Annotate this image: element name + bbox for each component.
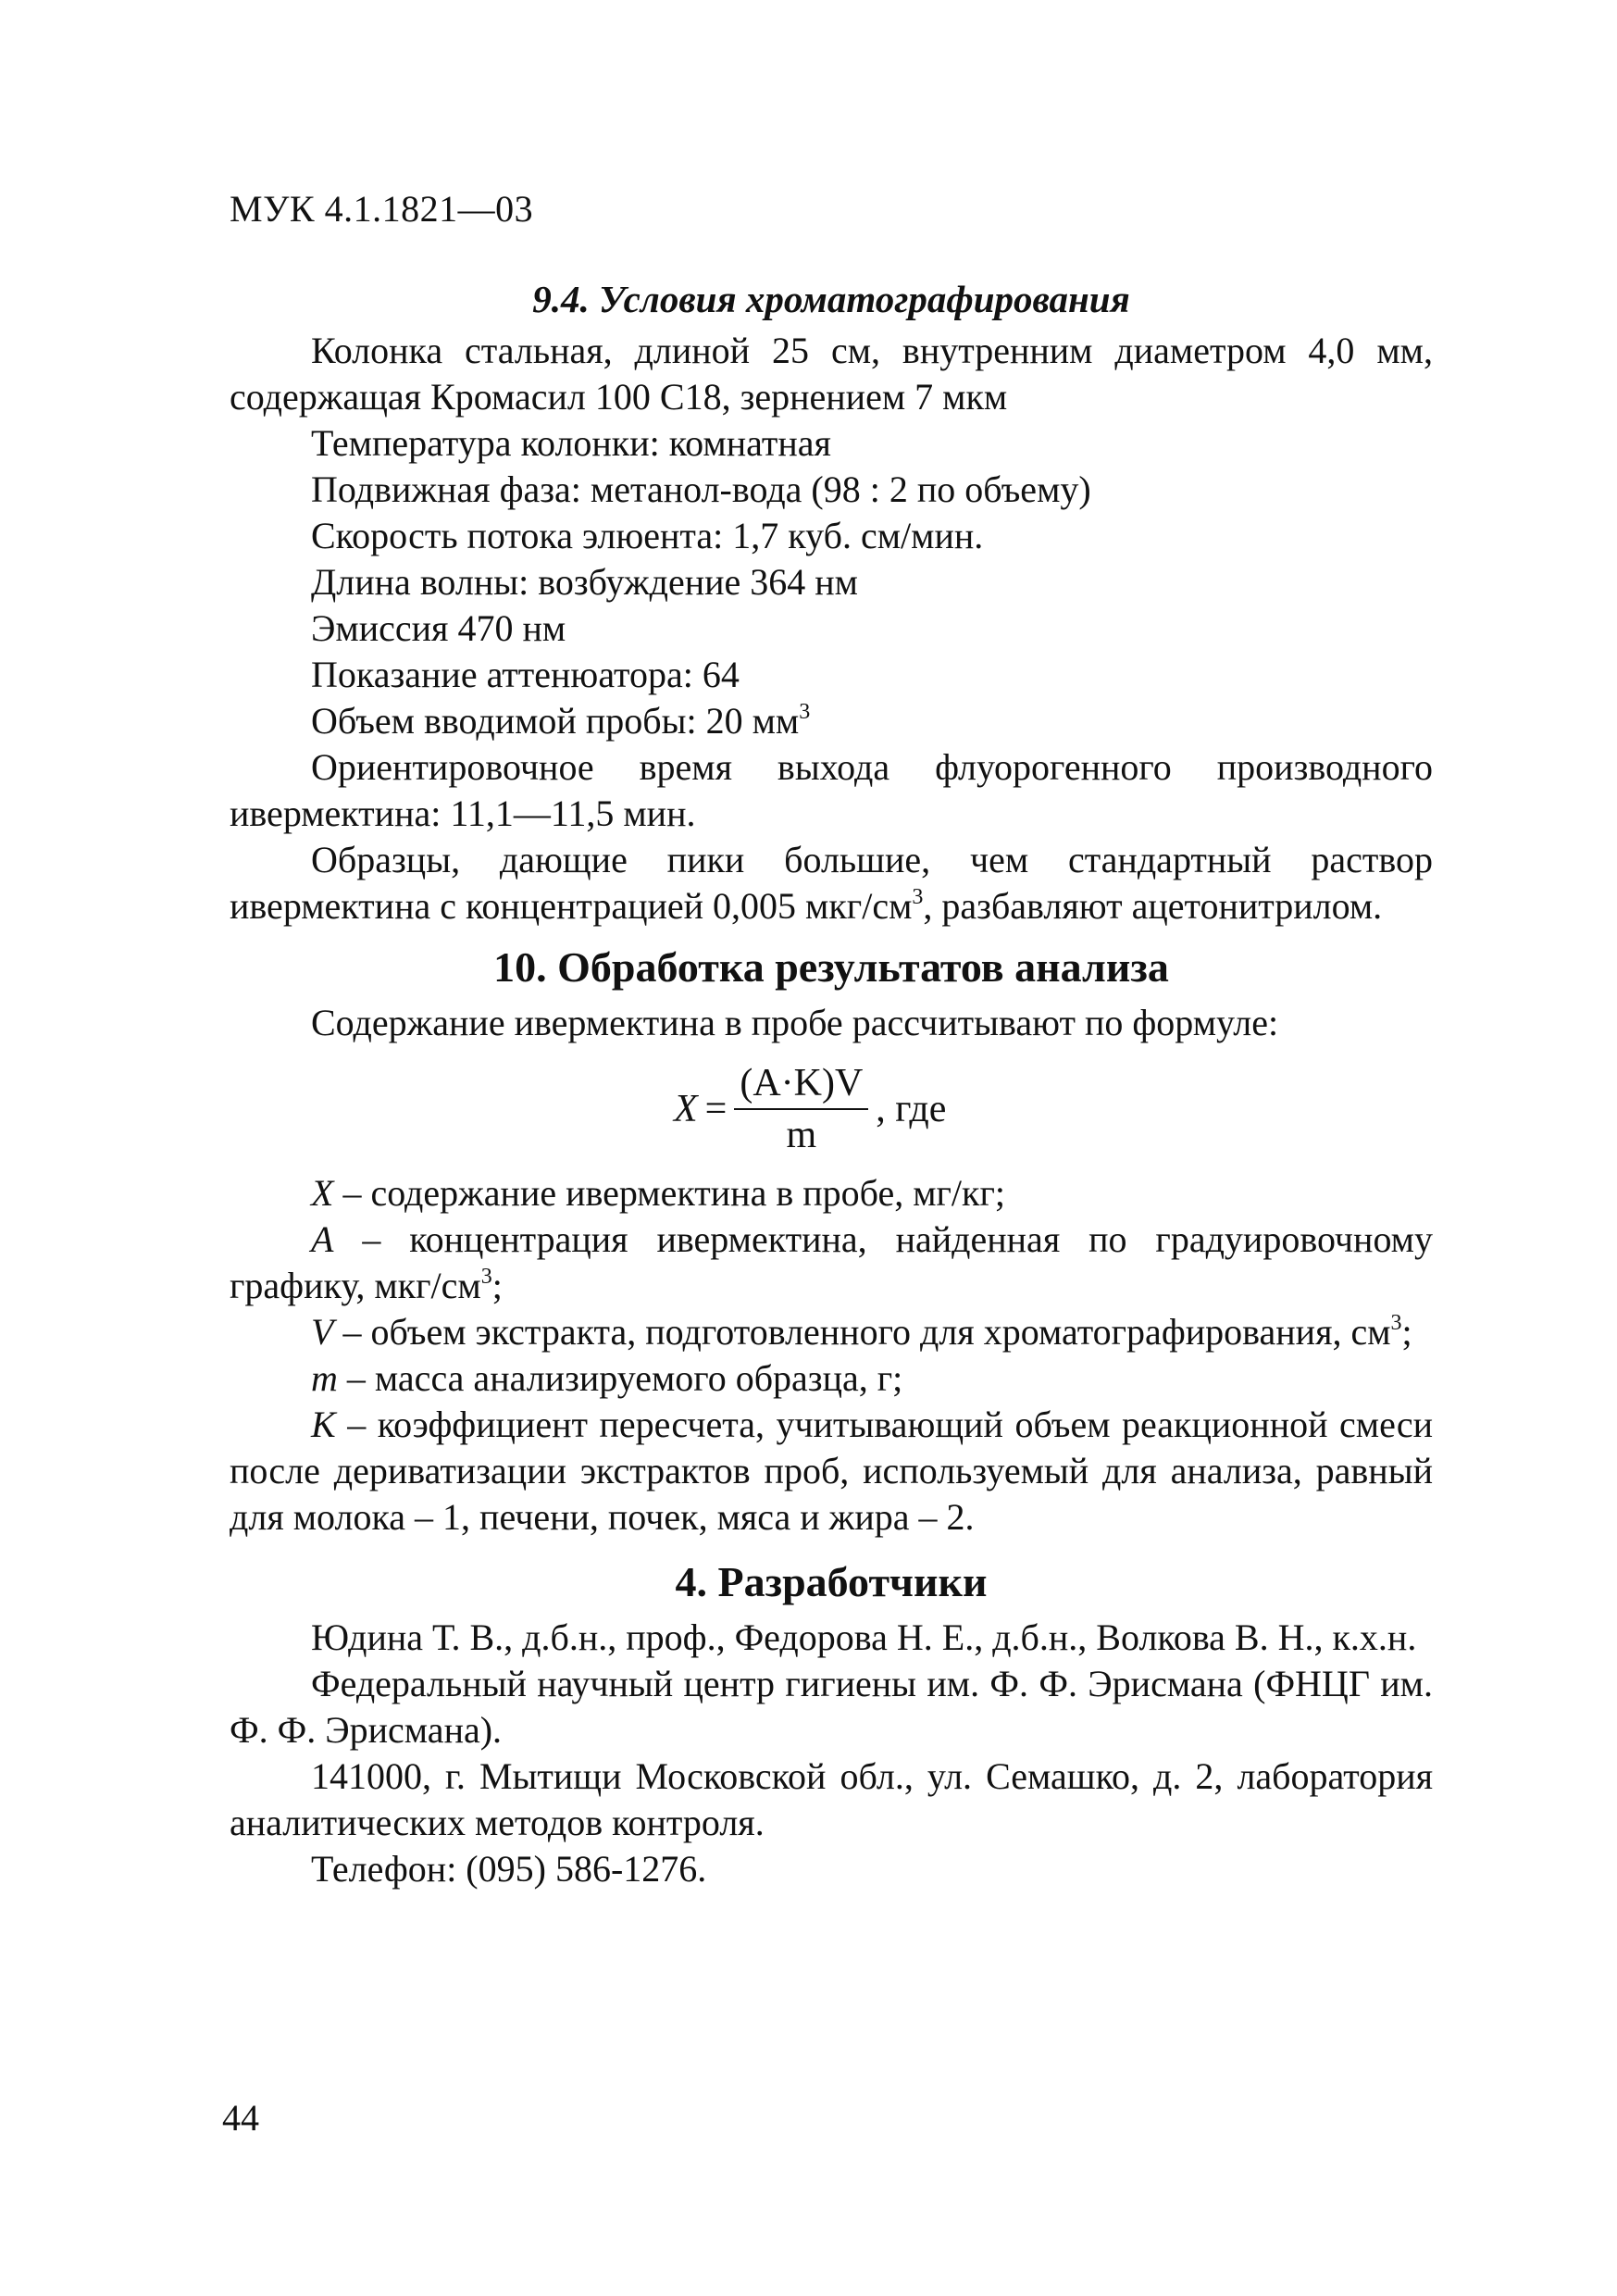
definition-a: [230, 1217, 1433, 1309]
definition-k: [230, 1402, 1433, 1541]
definition-m: [230, 1355, 1433, 1402]
developers-authors: Юдина Т. В., д.б.н., проф., Федорова Н. Е., д.б.н., Волкова В. Н., к.х.н.: [311, 1616, 1417, 1658]
injection-volume-text: Объем вводимой пробы: 20 мм: [311, 700, 800, 742]
attenuator-setting: Показание аттенюатора: 64: [311, 654, 740, 695]
definition-v-text: – объем экстракта, подготовленного для хроматографирования, см: [333, 1311, 1391, 1353]
emission-wavelength: Эмиссия 470 нм: [311, 607, 566, 649]
formula-fraction: [734, 1062, 868, 1156]
definition-v-symbol: V: [311, 1311, 334, 1353]
sample-dilution-sup: 3: [912, 885, 924, 909]
developers-organization: Федеральный научный центр гигиены им. Ф. Ф. Эрисмана (ФНЦГ им. Ф. Ф. Эрисмана).: [230, 1663, 1433, 1751]
formula-definitions: [230, 1170, 1433, 1892]
formula-suffix: , где: [876, 1088, 947, 1130]
result-formula: [674, 1054, 946, 1165]
definition-v: [230, 1309, 1433, 1355]
formula-numerator: (A·K)V: [734, 1062, 868, 1110]
definition-m-symbol: m: [311, 1357, 338, 1399]
definition-x: [230, 1170, 1433, 1217]
sample-dilution-text-b: , разбавляют ацетонитрилом.: [923, 885, 1383, 927]
definition-m-text: – масса анализируемого образца, г;: [337, 1357, 903, 1399]
definition-k-text: – коэффициент пересчета, учитывающий объем реакционной смеси после дериватизации экстрактов проб, используемый для анализа, равный для молока – 1, печени, почек, мяса и жира – 2.: [230, 1404, 1433, 1538]
sample-dilution-text-a: Образцы, дающие пики большие, чем стандартный раствор ивермектина с концентрацией 0,005 мкг/см: [230, 839, 1433, 927]
formula-denominator: m: [786, 1114, 817, 1156]
section-9-4: [230, 270, 1433, 1046]
section-10-heading: 10. Обработка результатов анализа: [493, 943, 1169, 991]
definition-x-symbol: X: [311, 1172, 334, 1214]
injection-volume: [230, 698, 1433, 744]
document-code: МУК 4.1.1821—03: [230, 188, 534, 230]
formula-intro: Содержание ивермектина в пробе рассчитывают по формуле:: [311, 1002, 1279, 1043]
retention-time: Ориентировочное время выхода флуорогенного производного ивермектина: 11,1—11,5 мин.: [230, 746, 1433, 834]
page-number: 44: [222, 2097, 259, 2139]
definition-a-tail: ;: [491, 1265, 503, 1306]
column-temperature: Температура колонки: комнатная: [311, 422, 831, 464]
sample-dilution-note: [230, 837, 1433, 930]
developers-phone: Телефон: (095) 586-1276.: [311, 1848, 707, 1890]
definition-v-sup: 3: [1390, 1311, 1402, 1335]
definition-v-tail: ;: [1401, 1311, 1412, 1353]
mobile-phase: Подвижная фаза: метанол-вода (98 : 2 по объему): [311, 468, 1091, 510]
section-9-4-heading: 9.4. Условия хроматографирования: [532, 278, 1130, 320]
flow-rate: Скорость потока элюента: 1,7 куб. см/мин.: [311, 515, 984, 556]
formula-equals: =: [704, 1088, 728, 1130]
definition-a-text: – концентрация ивермектина, найденная по градуировочному графику, мкг/см: [230, 1218, 1433, 1306]
definition-k-symbol: K: [311, 1404, 336, 1445]
section-4-heading: 4. Разработчики: [675, 1558, 988, 1605]
column-description: Колонка стальная, длиной 25 см, внутренним диаметром 4,0 мм, содержащая Кромасил 100 С18, зернением 7 мкм: [230, 330, 1433, 418]
developers-address: 141000, г. Мытищи Московской обл., ул. Семашко, д. 2, лаборатория аналитических методов контроля.: [230, 1755, 1433, 1843]
definition-a-sup: 3: [480, 1265, 492, 1289]
excitation-wavelength: Длина волны: возбуждение 364 нм: [311, 561, 858, 603]
definition-a-symbol: A: [311, 1218, 334, 1260]
formula-lhs: X: [674, 1088, 698, 1130]
definition-x-text: – содержание ивермектина в пробе, мг/кг;: [333, 1172, 1005, 1214]
injection-volume-sup: 3: [799, 700, 811, 724]
